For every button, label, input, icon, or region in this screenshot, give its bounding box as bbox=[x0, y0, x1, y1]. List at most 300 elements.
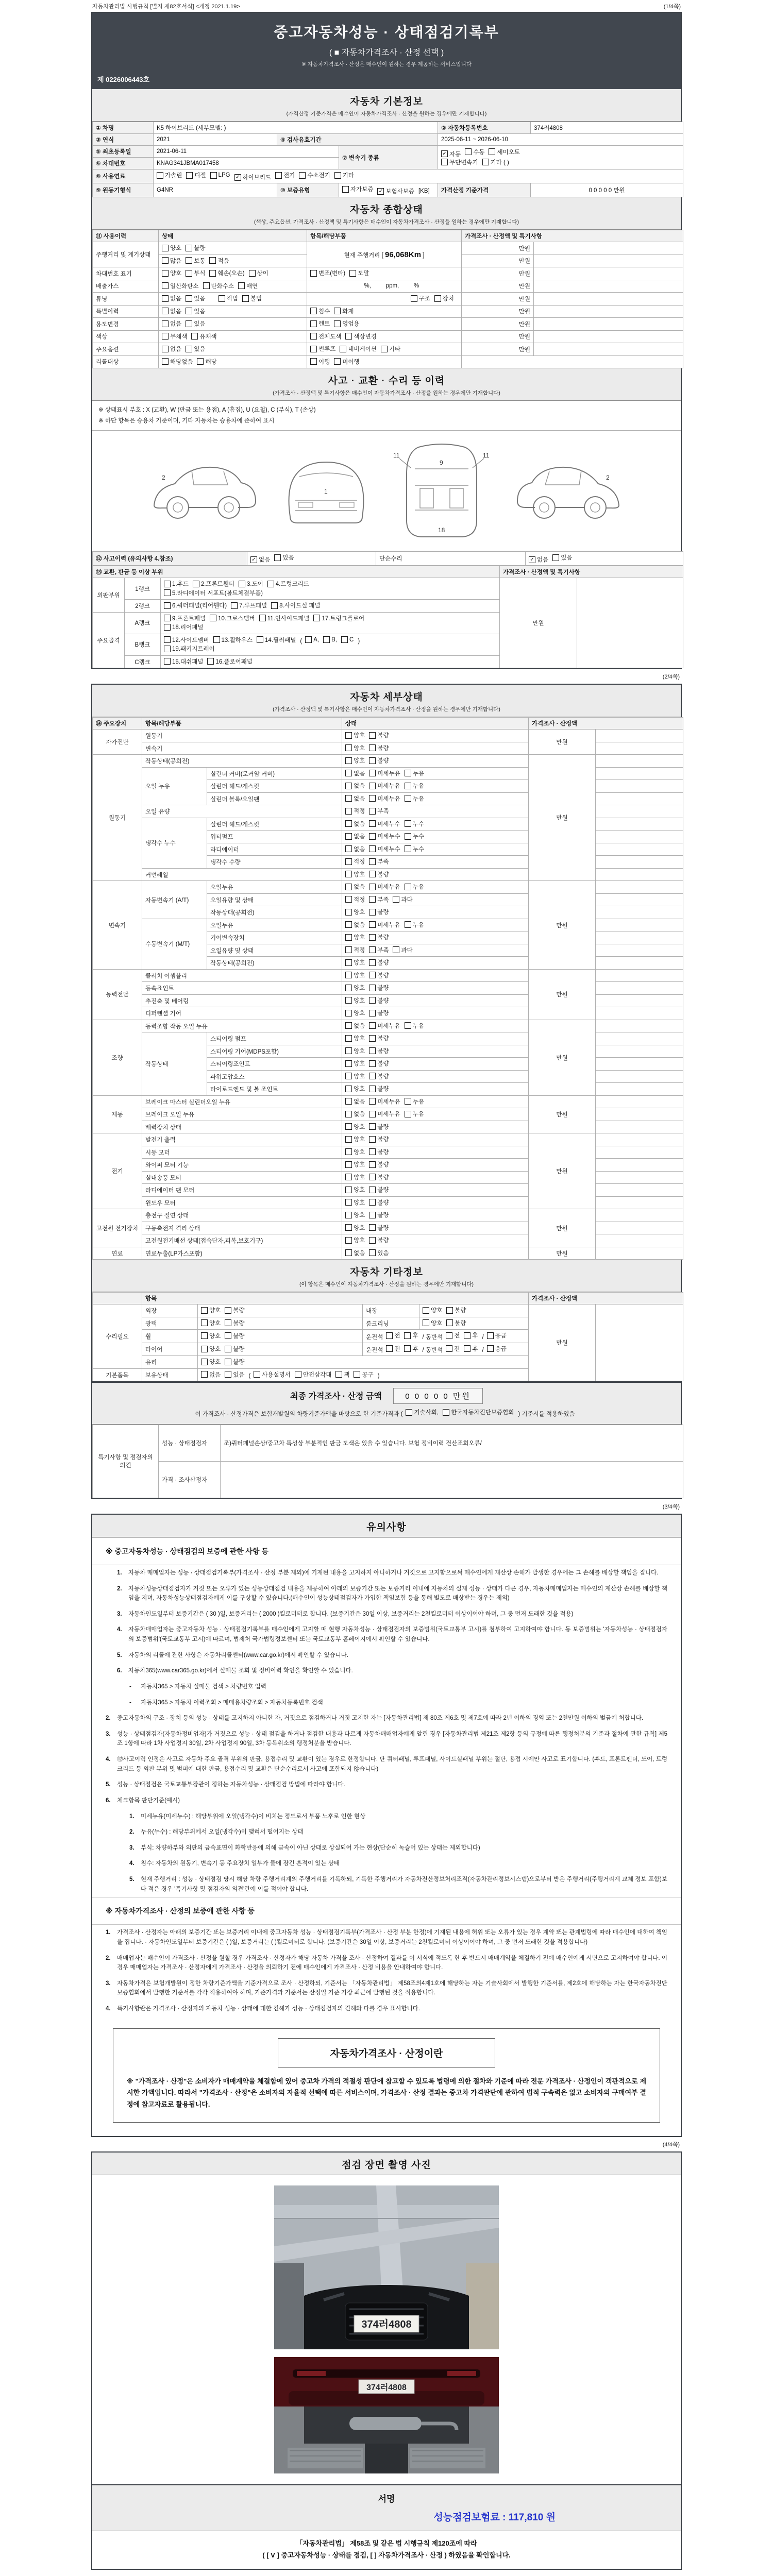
checkbox-icon[interactable] bbox=[186, 245, 192, 251]
checkbox-option[interactable] bbox=[369, 1022, 400, 1030]
checkbox-icon[interactable] bbox=[345, 1086, 352, 1092]
checkbox-option[interactable] bbox=[369, 1009, 389, 1017]
checkbox-option[interactable] bbox=[345, 857, 365, 866]
checkbox-option[interactable] bbox=[381, 345, 400, 353]
checkbox-option[interactable] bbox=[345, 1084, 365, 1093]
checkbox-icon[interactable] bbox=[186, 308, 192, 314]
checkbox-icon[interactable] bbox=[334, 172, 341, 179]
checkbox-option[interactable] bbox=[345, 883, 365, 891]
checkbox-icon[interactable] bbox=[186, 320, 192, 327]
checkbox-option[interactable] bbox=[369, 921, 400, 929]
checkbox-icon[interactable] bbox=[443, 1409, 449, 1416]
checkbox-option[interactable] bbox=[334, 171, 354, 179]
checkbox-option[interactable] bbox=[369, 908, 389, 916]
checkbox-option[interactable] bbox=[201, 1345, 221, 1353]
checkbox-option[interactable] bbox=[345, 744, 365, 752]
checkbox-option[interactable] bbox=[201, 1332, 221, 1340]
checkbox-icon[interactable] bbox=[393, 896, 399, 903]
checkbox-option[interactable] bbox=[164, 589, 263, 597]
checkbox-option[interactable] bbox=[186, 294, 205, 302]
checkbox-option[interactable] bbox=[345, 1135, 365, 1143]
checkbox-icon[interactable] bbox=[369, 934, 376, 941]
checkbox-icon[interactable] bbox=[354, 1371, 360, 1378]
checkbox-checked-icon[interactable]: ✓ bbox=[529, 556, 535, 563]
checkbox-option[interactable] bbox=[377, 187, 414, 195]
checkbox-option[interactable] bbox=[349, 269, 369, 277]
checkbox-icon[interactable] bbox=[552, 554, 559, 561]
checkbox-option[interactable] bbox=[393, 895, 412, 904]
checkbox-icon[interactable] bbox=[335, 1371, 342, 1378]
checkbox-option[interactable] bbox=[369, 845, 400, 853]
checkbox-icon[interactable] bbox=[203, 282, 210, 289]
checkbox-option[interactable] bbox=[345, 895, 365, 904]
checkbox-option[interactable] bbox=[446, 1331, 460, 1340]
checkbox-option[interactable] bbox=[345, 971, 365, 979]
checkbox-icon[interactable] bbox=[434, 295, 441, 302]
checkbox-option[interactable] bbox=[162, 269, 181, 277]
checkbox-icon[interactable] bbox=[334, 308, 341, 314]
checkbox-option[interactable] bbox=[250, 555, 270, 564]
checkbox-option[interactable] bbox=[164, 645, 215, 653]
checkbox-option[interactable] bbox=[225, 1319, 244, 1327]
checkbox-icon[interactable] bbox=[369, 1022, 376, 1029]
checkbox-option[interactable] bbox=[162, 244, 181, 252]
checkbox-icon[interactable] bbox=[164, 602, 171, 609]
checkbox-checked-icon[interactable]: ✓ bbox=[441, 150, 448, 157]
checkbox-icon[interactable] bbox=[345, 1148, 352, 1155]
checkbox-option[interactable] bbox=[369, 946, 389, 954]
checkbox-option[interactable] bbox=[203, 282, 234, 290]
checkbox-icon[interactable] bbox=[465, 148, 472, 155]
checkbox-option[interactable] bbox=[201, 1358, 221, 1366]
checkbox-option[interactable] bbox=[552, 553, 572, 562]
checkbox-option[interactable] bbox=[345, 1072, 365, 1080]
checkbox-option[interactable] bbox=[191, 332, 216, 341]
checkbox-option[interactable] bbox=[369, 933, 389, 941]
checkbox-icon[interactable] bbox=[275, 172, 282, 179]
checkbox-option[interactable] bbox=[405, 820, 424, 828]
checkbox-icon[interactable] bbox=[369, 732, 376, 739]
checkbox-option[interactable] bbox=[345, 1034, 365, 1042]
checkbox-option[interactable] bbox=[210, 614, 255, 622]
checkbox-option[interactable] bbox=[405, 782, 424, 790]
checkbox-icon[interactable] bbox=[345, 820, 352, 827]
checkbox-icon[interactable] bbox=[345, 871, 352, 877]
checkbox-icon[interactable] bbox=[231, 602, 238, 609]
checkbox-icon[interactable] bbox=[369, 985, 376, 991]
checkbox-icon[interactable] bbox=[186, 295, 192, 302]
checkbox-icon[interactable] bbox=[369, 820, 376, 827]
checkbox-icon[interactable] bbox=[345, 770, 352, 776]
checkbox-option[interactable] bbox=[464, 1345, 478, 1353]
checkbox-icon[interactable] bbox=[225, 1319, 231, 1326]
checkbox-icon[interactable] bbox=[345, 959, 352, 966]
checkbox-option[interactable] bbox=[369, 832, 400, 840]
checkbox-option[interactable] bbox=[345, 908, 365, 916]
checkbox-icon[interactable] bbox=[310, 320, 317, 327]
checkbox-icon[interactable] bbox=[405, 921, 411, 928]
checkbox-icon[interactable] bbox=[345, 921, 352, 928]
checkbox-icon[interactable] bbox=[186, 257, 192, 264]
checkbox-option[interactable] bbox=[369, 996, 389, 1005]
checkbox-option[interactable] bbox=[369, 807, 389, 815]
checkbox-icon[interactable] bbox=[345, 1199, 352, 1206]
checkbox-option[interactable] bbox=[345, 946, 365, 954]
checkbox-icon[interactable] bbox=[345, 1237, 352, 1244]
checkbox-option[interactable] bbox=[164, 657, 203, 666]
checkbox-option[interactable] bbox=[386, 1345, 400, 1353]
checkbox-option[interactable] bbox=[405, 921, 424, 929]
checkbox-option[interactable] bbox=[345, 731, 365, 739]
checkbox-icon[interactable] bbox=[162, 320, 169, 327]
checkbox-icon[interactable] bbox=[310, 346, 317, 352]
checkbox-option[interactable] bbox=[257, 636, 296, 644]
checkbox-icon[interactable] bbox=[464, 1345, 470, 1352]
checkbox-icon[interactable] bbox=[310, 333, 317, 340]
checkbox-option[interactable] bbox=[164, 623, 203, 631]
checkbox-icon[interactable] bbox=[369, 808, 376, 815]
checkbox-icon[interactable] bbox=[369, 1199, 376, 1206]
checkbox-option[interactable] bbox=[162, 257, 181, 265]
checkbox-option[interactable] bbox=[345, 1110, 365, 1118]
checkbox-icon[interactable] bbox=[345, 972, 352, 978]
checkbox-icon[interactable] bbox=[162, 333, 169, 340]
checkbox-icon[interactable] bbox=[345, 744, 352, 751]
checkbox-option[interactable] bbox=[434, 294, 454, 302]
checkbox-option[interactable] bbox=[345, 1211, 365, 1219]
checkbox-icon[interactable] bbox=[239, 581, 245, 587]
checkbox-option[interactable] bbox=[405, 1097, 424, 1106]
checkbox-icon[interactable] bbox=[405, 845, 411, 852]
checkbox-option[interactable] bbox=[157, 171, 182, 179]
checkbox-icon[interactable] bbox=[310, 270, 317, 277]
checkbox-icon[interactable] bbox=[393, 946, 399, 953]
checkbox-option[interactable] bbox=[334, 358, 359, 366]
checkbox-option[interactable] bbox=[345, 1236, 365, 1244]
checkbox-icon[interactable] bbox=[345, 757, 352, 764]
checkbox-option[interactable] bbox=[386, 1331, 400, 1340]
checkbox-option[interactable] bbox=[310, 332, 341, 341]
checkbox-option[interactable] bbox=[369, 984, 389, 992]
checkbox-option[interactable] bbox=[345, 1224, 365, 1232]
checkbox-icon[interactable] bbox=[340, 346, 346, 352]
checkbox-option[interactable] bbox=[345, 845, 365, 853]
checkbox-option[interactable] bbox=[310, 345, 335, 353]
checkbox-option[interactable] bbox=[310, 358, 330, 366]
checkbox-icon[interactable] bbox=[299, 172, 306, 179]
checkbox-option[interactable] bbox=[369, 895, 389, 904]
checkbox-option[interactable] bbox=[446, 1306, 466, 1314]
checkbox-icon[interactable] bbox=[186, 172, 193, 179]
checkbox-icon[interactable] bbox=[489, 148, 495, 155]
checkbox-icon[interactable] bbox=[369, 858, 376, 865]
checkbox-icon[interactable] bbox=[369, 1237, 376, 1244]
checkbox-option[interactable] bbox=[225, 1358, 244, 1366]
checkbox-option[interactable] bbox=[411, 294, 430, 302]
checkbox-icon[interactable] bbox=[162, 257, 169, 264]
checkbox-option[interactable] bbox=[369, 857, 389, 866]
checkbox-icon[interactable] bbox=[369, 997, 376, 1004]
checkbox-icon[interactable] bbox=[369, 1111, 376, 1117]
checkbox-icon[interactable] bbox=[369, 871, 376, 877]
checkbox-icon[interactable] bbox=[162, 282, 169, 289]
checkbox-icon[interactable] bbox=[369, 1161, 376, 1168]
checkbox-option[interactable] bbox=[369, 1110, 400, 1118]
checkbox-icon[interactable] bbox=[369, 946, 376, 953]
checkbox-icon[interactable] bbox=[405, 770, 411, 776]
checkbox-icon[interactable] bbox=[405, 1022, 411, 1029]
checkbox-icon[interactable] bbox=[369, 795, 376, 802]
checkbox-icon[interactable] bbox=[186, 346, 192, 352]
checkbox-icon[interactable] bbox=[404, 1332, 411, 1339]
checkbox-option[interactable] bbox=[162, 307, 181, 315]
checkbox-option[interactable] bbox=[162, 282, 199, 290]
checkbox-option[interactable] bbox=[369, 1211, 389, 1219]
checkbox-icon[interactable] bbox=[369, 1073, 376, 1079]
checkbox-option[interactable] bbox=[209, 269, 244, 277]
checkbox-option[interactable] bbox=[369, 794, 400, 803]
checkbox-option[interactable] bbox=[369, 1173, 389, 1181]
checkbox-option[interactable] bbox=[186, 269, 205, 277]
checkbox-icon[interactable] bbox=[334, 358, 341, 365]
checkbox-option[interactable] bbox=[345, 782, 365, 790]
checkbox-icon[interactable] bbox=[345, 845, 352, 852]
checkbox-icon[interactable] bbox=[267, 581, 274, 587]
checkbox-icon[interactable] bbox=[249, 270, 256, 277]
checkbox-option[interactable] bbox=[369, 1097, 400, 1106]
checkbox-option[interactable] bbox=[369, 756, 389, 765]
checkbox-option[interactable] bbox=[345, 870, 365, 878]
checkbox-option[interactable] bbox=[275, 171, 295, 179]
checkbox-option[interactable] bbox=[295, 1370, 332, 1379]
checkbox-icon[interactable] bbox=[345, 1187, 352, 1193]
checkbox-icon[interactable] bbox=[369, 1136, 376, 1143]
checkbox-icon[interactable] bbox=[369, 884, 376, 890]
checkbox-icon[interactable] bbox=[405, 1111, 411, 1117]
checkbox-icon[interactable] bbox=[254, 1371, 260, 1378]
checkbox-option[interactable] bbox=[489, 148, 519, 156]
checkbox-option[interactable] bbox=[242, 294, 262, 302]
checkbox-option[interactable] bbox=[369, 1059, 389, 1067]
checkbox-option[interactable] bbox=[441, 158, 478, 166]
checkbox-icon[interactable] bbox=[345, 896, 352, 903]
checkbox-option[interactable] bbox=[225, 1306, 244, 1314]
checkbox-option[interactable] bbox=[162, 319, 181, 328]
checkbox-icon[interactable] bbox=[201, 1359, 208, 1365]
checkbox-checked-icon[interactable]: ✓ bbox=[234, 174, 241, 181]
checkbox-icon[interactable] bbox=[369, 909, 376, 916]
checkbox-icon[interactable] bbox=[164, 615, 171, 621]
checkbox-option[interactable] bbox=[249, 269, 268, 277]
checkbox-icon[interactable] bbox=[197, 358, 204, 365]
checkbox-option[interactable] bbox=[209, 257, 229, 265]
checkbox-option[interactable] bbox=[345, 1249, 365, 1257]
checkbox-icon[interactable] bbox=[345, 1073, 352, 1079]
checkbox-icon[interactable] bbox=[164, 624, 171, 631]
checkbox-option[interactable] bbox=[323, 636, 337, 643]
checkbox-icon[interactable] bbox=[162, 346, 169, 352]
checkbox-option[interactable] bbox=[164, 636, 209, 644]
checkbox-icon[interactable] bbox=[345, 833, 352, 840]
checkbox-option[interactable] bbox=[369, 1185, 389, 1194]
checkbox-icon[interactable] bbox=[164, 581, 171, 587]
checkbox-option[interactable] bbox=[369, 1249, 389, 1257]
checkbox-icon[interactable] bbox=[193, 581, 199, 587]
checkbox-icon[interactable] bbox=[345, 997, 352, 1004]
checkbox-icon[interactable] bbox=[225, 1307, 231, 1314]
checkbox-option[interactable] bbox=[345, 1059, 365, 1067]
checkbox-icon[interactable] bbox=[411, 295, 417, 302]
checkbox-icon[interactable] bbox=[164, 646, 171, 652]
checkbox-icon[interactable] bbox=[345, 1123, 352, 1130]
checkbox-option[interactable] bbox=[225, 1332, 244, 1340]
checkbox-icon[interactable] bbox=[257, 636, 263, 643]
checkbox-icon[interactable] bbox=[405, 783, 411, 789]
checkbox-option[interactable] bbox=[405, 1022, 424, 1030]
checkbox-option[interactable] bbox=[342, 185, 373, 193]
checkbox-icon[interactable] bbox=[405, 884, 411, 890]
checkbox-icon[interactable] bbox=[209, 270, 216, 277]
checkbox-icon[interactable] bbox=[487, 1345, 494, 1352]
checkbox-option[interactable] bbox=[369, 1198, 389, 1207]
checkbox-option[interactable] bbox=[234, 173, 272, 181]
checkbox-icon[interactable] bbox=[164, 589, 171, 596]
checkbox-option[interactable] bbox=[345, 807, 365, 815]
checkbox-icon[interactable] bbox=[369, 1249, 376, 1256]
checkbox-option[interactable] bbox=[239, 580, 263, 588]
checkbox-icon[interactable] bbox=[341, 636, 348, 643]
checkbox-option[interactable] bbox=[369, 1160, 389, 1168]
checkbox-icon[interactable] bbox=[446, 1319, 453, 1326]
checkbox-icon[interactable] bbox=[464, 1332, 470, 1339]
checkbox-icon[interactable] bbox=[369, 833, 376, 840]
checkbox-option[interactable] bbox=[369, 1047, 389, 1055]
checkbox-icon[interactable] bbox=[201, 1319, 208, 1326]
checkbox-option[interactable] bbox=[186, 307, 205, 315]
checkbox-icon[interactable] bbox=[225, 1346, 231, 1352]
checkbox-icon[interactable] bbox=[210, 172, 217, 179]
checkbox-icon[interactable] bbox=[201, 1332, 208, 1339]
checkbox-option[interactable] bbox=[369, 820, 400, 828]
checkbox-option[interactable] bbox=[345, 794, 365, 803]
checkbox-icon[interactable] bbox=[369, 921, 376, 928]
checkbox-icon[interactable] bbox=[487, 1332, 494, 1339]
checkbox-option[interactable] bbox=[404, 1331, 418, 1340]
checkbox-icon[interactable] bbox=[295, 1371, 301, 1378]
checkbox-icon[interactable] bbox=[225, 1332, 231, 1339]
checkbox-icon[interactable] bbox=[345, 858, 352, 865]
checkbox-option[interactable] bbox=[404, 1345, 418, 1353]
checkbox-option[interactable] bbox=[254, 1370, 291, 1379]
checkbox-icon[interactable] bbox=[345, 884, 352, 890]
checkbox-option[interactable] bbox=[369, 1072, 389, 1080]
checkbox-option[interactable] bbox=[369, 1135, 389, 1143]
checkbox-option[interactable] bbox=[345, 958, 365, 967]
checkbox-checked-icon[interactable]: ✓ bbox=[377, 188, 384, 195]
checkbox-option[interactable] bbox=[162, 294, 181, 302]
checkbox-option[interactable] bbox=[405, 832, 424, 840]
checkbox-icon[interactable] bbox=[157, 172, 163, 179]
checkbox-option[interactable] bbox=[529, 555, 548, 564]
checkbox-icon[interactable] bbox=[369, 1212, 376, 1218]
checkbox-option[interactable] bbox=[345, 820, 365, 828]
checkbox-option[interactable] bbox=[369, 958, 389, 967]
checkbox-icon[interactable] bbox=[369, 1123, 376, 1130]
checkbox-option[interactable] bbox=[487, 1331, 507, 1340]
checkbox-icon[interactable] bbox=[271, 602, 278, 609]
checkbox-icon[interactable] bbox=[404, 1345, 411, 1352]
checkbox-icon[interactable] bbox=[345, 1111, 352, 1117]
checkbox-icon[interactable] bbox=[369, 1047, 376, 1054]
checkbox-icon[interactable] bbox=[345, 1060, 352, 1067]
checkbox-option[interactable] bbox=[464, 1331, 478, 1340]
checkbox-option[interactable] bbox=[162, 332, 187, 341]
checkbox-option[interactable] bbox=[310, 269, 345, 277]
checkbox-icon[interactable] bbox=[406, 1409, 412, 1416]
checkbox-icon[interactable] bbox=[225, 1371, 231, 1378]
checkbox-icon[interactable] bbox=[345, 783, 352, 789]
checkbox-icon[interactable] bbox=[345, 1098, 352, 1105]
checkbox-option[interactable] bbox=[271, 601, 320, 609]
checkbox-icon[interactable] bbox=[342, 186, 349, 193]
checkbox-option[interactable] bbox=[186, 257, 205, 265]
checkbox-option[interactable] bbox=[345, 769, 365, 777]
checkbox-option[interactable] bbox=[313, 614, 364, 622]
checkbox-icon[interactable] bbox=[405, 820, 411, 827]
checkbox-option[interactable] bbox=[186, 345, 205, 353]
checkbox-icon[interactable] bbox=[345, 1249, 352, 1256]
checkbox-icon[interactable] bbox=[219, 295, 225, 302]
checkbox-option[interactable] bbox=[334, 307, 354, 315]
checkbox-icon[interactable] bbox=[441, 159, 448, 165]
checkbox-icon[interactable] bbox=[334, 320, 341, 327]
checkbox-option[interactable] bbox=[345, 756, 365, 765]
checkbox-icon[interactable] bbox=[349, 270, 356, 277]
checkbox-option[interactable] bbox=[345, 1047, 365, 1055]
checkbox-icon[interactable] bbox=[369, 744, 376, 751]
checkbox-option[interactable] bbox=[369, 769, 400, 777]
checkbox-option[interactable] bbox=[354, 1370, 373, 1379]
checkbox-icon[interactable] bbox=[405, 833, 411, 840]
checkbox-option[interactable] bbox=[369, 744, 389, 752]
checkbox-option[interactable] bbox=[369, 1084, 389, 1093]
checkbox-option[interactable] bbox=[197, 358, 216, 366]
checkbox-option[interactable] bbox=[441, 150, 461, 158]
checkbox-icon[interactable] bbox=[369, 1098, 376, 1105]
checkbox-icon[interactable] bbox=[345, 795, 352, 802]
checkbox-option[interactable] bbox=[274, 553, 294, 562]
checkbox-option[interactable] bbox=[210, 172, 230, 179]
checkbox-icon[interactable] bbox=[162, 245, 169, 251]
checkbox-option[interactable] bbox=[405, 769, 424, 777]
checkbox-icon[interactable] bbox=[423, 1319, 429, 1326]
checkbox-option[interactable] bbox=[423, 1319, 442, 1327]
checkbox-option[interactable] bbox=[405, 1110, 424, 1118]
checkbox-icon[interactable] bbox=[369, 770, 376, 776]
checkbox-icon[interactable] bbox=[446, 1345, 452, 1352]
checkbox-option[interactable] bbox=[341, 636, 354, 643]
checkbox-icon[interactable] bbox=[310, 358, 317, 365]
checkbox-option[interactable] bbox=[164, 614, 206, 622]
checkbox-icon[interactable] bbox=[405, 1098, 411, 1105]
checkbox-option[interactable] bbox=[369, 731, 389, 739]
checkbox-option[interactable] bbox=[345, 832, 365, 840]
checkbox-icon[interactable] bbox=[386, 1332, 393, 1339]
checkbox-option[interactable] bbox=[213, 636, 253, 644]
checkbox-icon[interactable] bbox=[345, 333, 352, 340]
checkbox-icon[interactable] bbox=[345, 909, 352, 916]
checkbox-option[interactable] bbox=[345, 1185, 365, 1194]
